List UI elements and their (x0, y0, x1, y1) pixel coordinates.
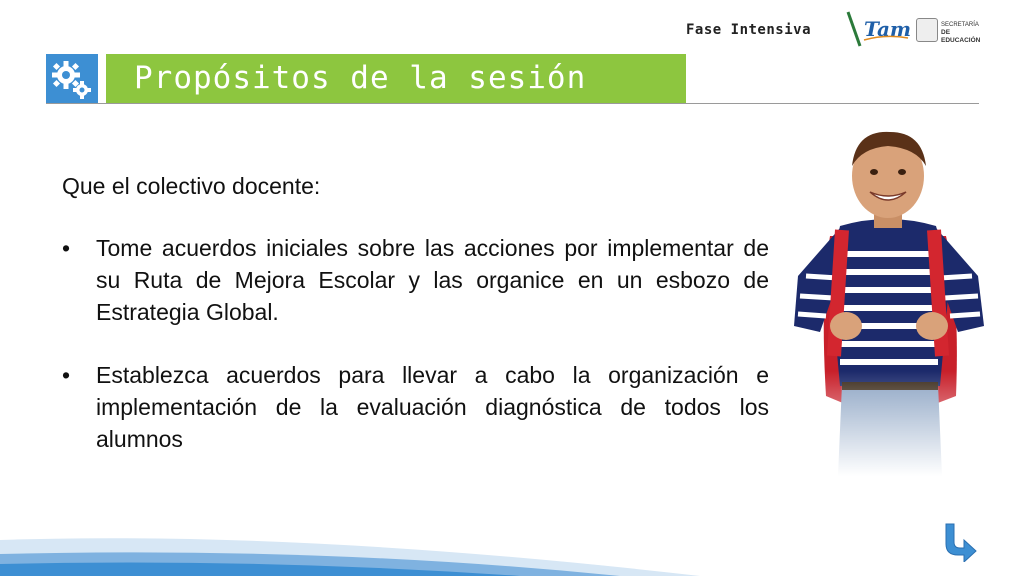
bullet-marker: • (62, 235, 71, 261)
gear-box (46, 54, 102, 104)
seal-icon (916, 18, 938, 42)
intro-text: Que el colectivo docente: (62, 173, 321, 199)
gears-icon (46, 54, 98, 104)
slide-title: Propósitos de la sesión (134, 60, 587, 96)
header-logos (846, 10, 986, 50)
bullet-item (62, 359, 769, 455)
student-with-backpack-image (780, 126, 996, 476)
tam-logo-icon (846, 10, 912, 50)
title-bar (46, 54, 686, 104)
slide-content (62, 170, 769, 486)
bullet-text: Establezca acuerdos para llevar a cabo la organización e implementación de la evaluación diagnóstica de todos los alumnos (96, 362, 769, 452)
bullet-text: Tome acuerdos iniciales sobre las acciones por implementar de su Ruta de Mejora Escolar y las organice en un esbozo de Estrategia Global. (96, 235, 769, 325)
title-divider (46, 103, 979, 104)
tam-logo-text: Tam (864, 17, 912, 41)
phase-label: Fase Intensiva (686, 22, 812, 38)
curved-arrow-right-icon[interactable] (938, 520, 980, 562)
bullet-item (62, 232, 769, 328)
secretaria-label: SECRETARÍA DE EDUCACIÓN (941, 22, 981, 44)
bottom-wave-decoration (0, 520, 700, 576)
bullet-marker: • (62, 362, 71, 388)
